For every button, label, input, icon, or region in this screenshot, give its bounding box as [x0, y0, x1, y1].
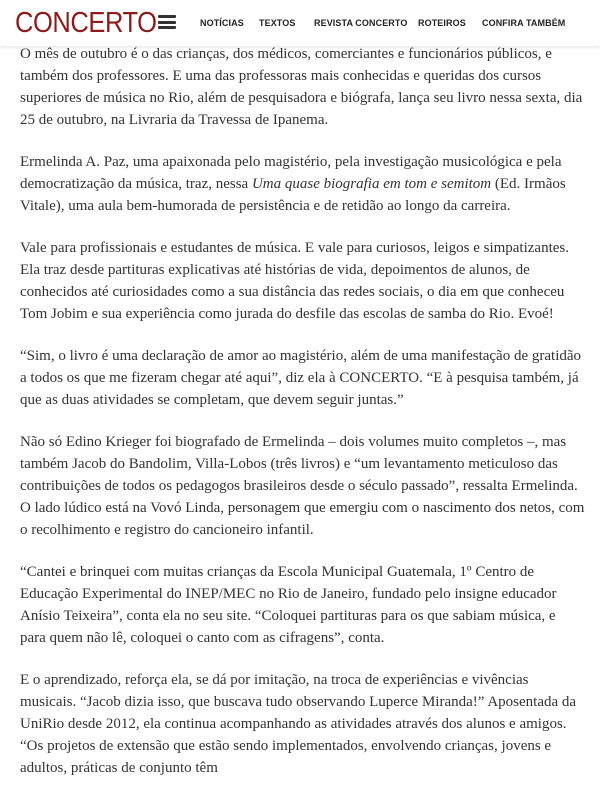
article-paragraph-7: E o aprendizado, reforça ela, se dá por imitação, na troca de experiências e vivências musicais. “Jacob dizia isso, que buscava tudo observando Luperce Miranda!” Aposentada da UniRio desde 2012, ela continua acompanhando as atividades através dos alunos e amigos. “Os projetos de extensão que estão sendo implementados, envolvendo crianças, jovens e adultos, práticas de conjunto têm: [20, 672, 577, 776]
nav-item-textos[interactable]: TEXTOS: [259, 18, 296, 28]
nav-item-confira-tambem[interactable]: CONFIRA TAMBÉM: [482, 18, 566, 28]
hamburger-bar-bottom: [158, 26, 176, 29]
article-body: [20, 43, 585, 799]
hamburger-icon[interactable]: [158, 15, 176, 29]
article-paragraph-3: Vale para profissionais e estudantes de música. E vale para curiosos, leigos e simpatizantes. Ela traz desde partituras explicativas até histórias de vida, depoimentos de alunos, de conhecidos até curiosidades como a sua distância das redes sociais, o dia em que conheceu Tom Jobim e sua experiência como jurada do desfile das escolas de samba do Rio. Evoé!: [20, 240, 569, 322]
site-logo[interactable]: CONCERTO: [15, 7, 157, 39]
article-paragraph-6: “Cantei e brinquei com muitas crianças da Escola Municipal Guatemala, 1º Centro de Educação Experimental do INEP/MEC no Rio de Janeiro, fundado pelo insigne educador Anísio Teixeira”, conta ela no seu site. “Coloquei partituras para os que sabiam música, e para quem não lê, coloquei o canto com as cifragens”, conta.: [20, 564, 557, 646]
site-header: [0, 0, 600, 46]
article-paragraph-4: “Sim, o livro é uma declaração de amor ao magistério, além de uma manifestação de gratidão a todos os que me fizeram chegar até aqui”, diz ela à CONCERTO. “E à pesquisa também, já que as duas atividades se completam, que devem seguir juntas.”: [20, 348, 582, 408]
paragraph-2-text-before: Ermelinda A. Paz, uma apaixonada pelo magistério, pela investigação musicológica e pela democratização da música, traz, nessa: [20, 154, 562, 192]
hamburger-bar-middle: [158, 21, 176, 24]
article-paragraph-1: O mês de outubro é o das crianças, dos médicos, comerciantes e funcionários públicos, e também dos professores. E uma das professoras mais conhecidas e queridas dos cursos superiores de música no Rio, além de pesquisadora e biógrafa, lança seu livro nessa sexta, dia 25 de outubro, na Livraria da Travessa de Ipanema.: [20, 46, 583, 128]
book-title: Uma quase biografia em tom e semitom: [251, 176, 492, 192]
nav-item-roteiros[interactable]: ROTEIROS: [418, 18, 466, 28]
article-paragraph-5: Não só Edino Krieger foi biografado de Ermelinda – dois volumes muito completos –, mas também Jacob do Bandolim, Villa-Lobos (três livros) e “um levantamento meticuloso das contribuições de todos os pedagogos brasileiros desde o século passado”, ressalta Ermelinda. O lado lúdico está na Vovó Linda, personagem que emergiu com o nascimento dos netos, com o recolhimento e registro do cancioneiro infantil.: [20, 434, 585, 538]
hamburger-bar-top: [158, 15, 176, 18]
nav-item-revista-concerto[interactable]: REVISTA CONCERTO: [314, 18, 408, 28]
paragraph-2-text-after: (Ed. Irmãos Vitale), uma aula bem-humorada de persistência e de retidão ao longo da carreira.: [20, 176, 566, 214]
nav-item-noticias[interactable]: NOTÍCIAS: [200, 18, 244, 28]
article-paragraph-2: [20, 151, 585, 217]
